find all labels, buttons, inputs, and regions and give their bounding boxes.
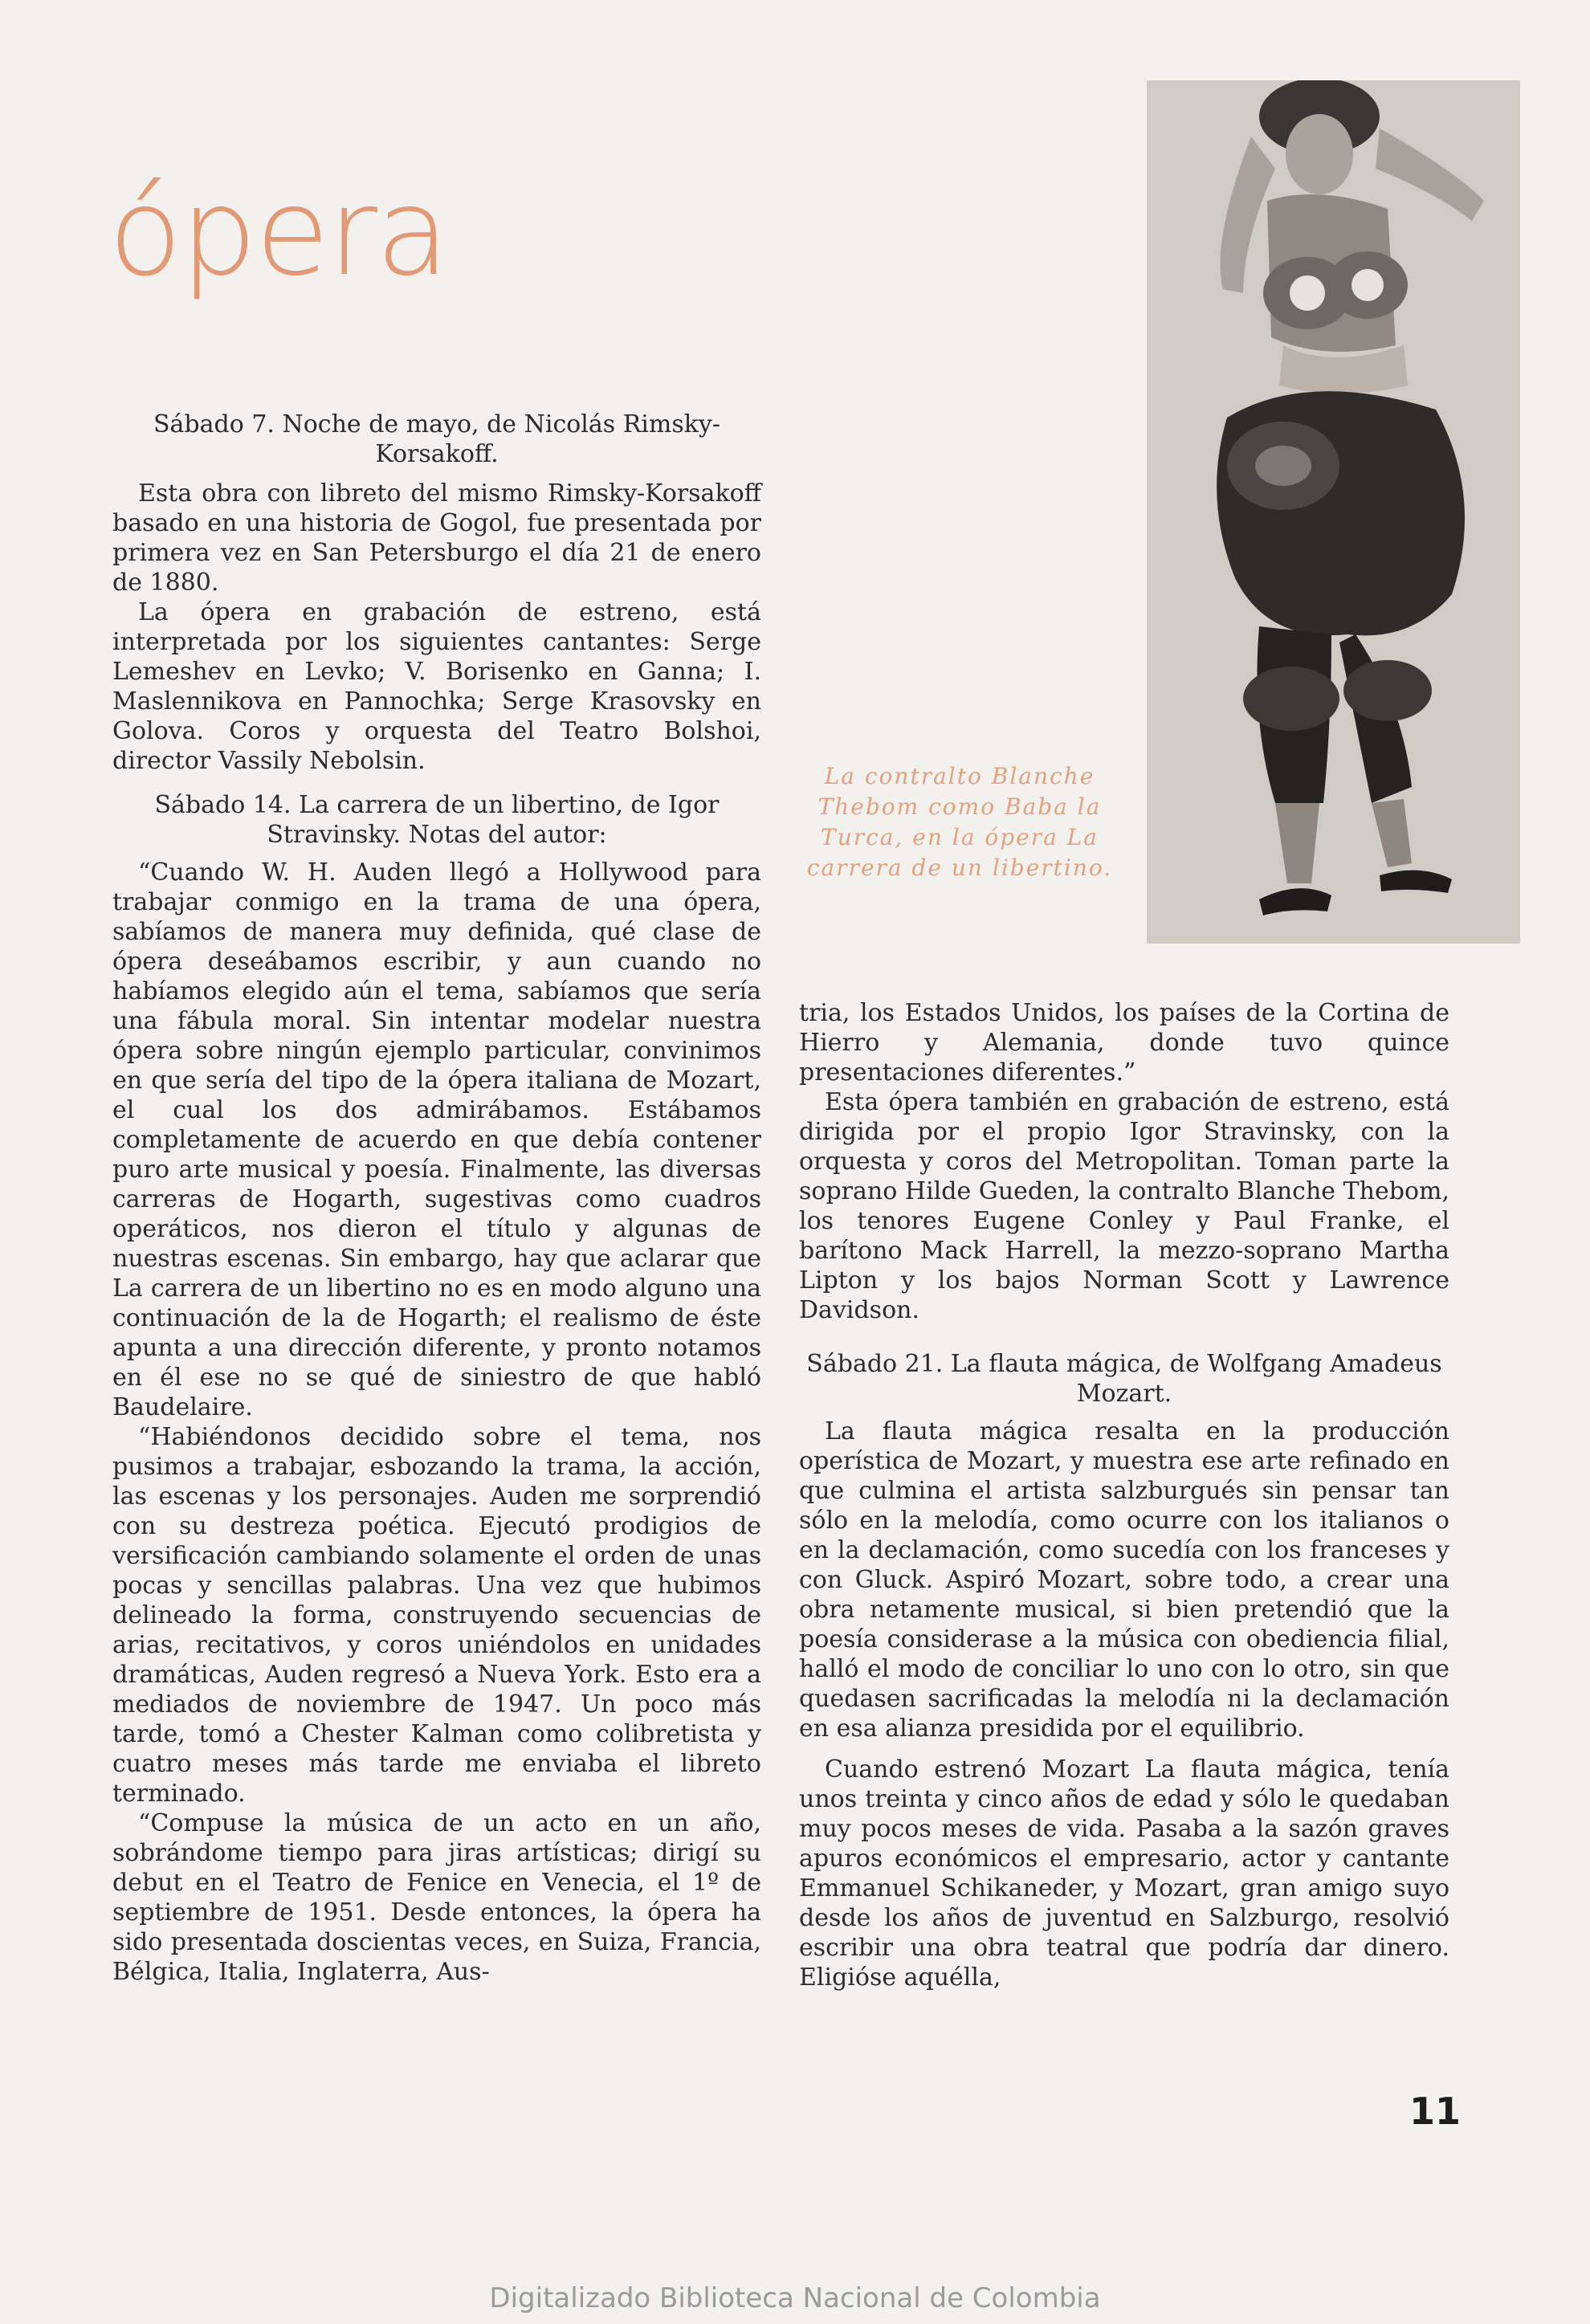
paragraph: La flauta mágica resalta en la producción operística de Mozart, y muestra ese arte refinado en que culmina el artista salzburgués sin pensar tan sólo en la melodía, como ocurre con los italianos o en la declamación, como sucedía con los franceses y con Gluck. Aspiró Mozart, sobre todo, a crear una obra netamente musical, si bien pretendió que la poesía considerase a la música con obediencia filial, halló el modo de conciliar lo uno con lo otro, sin que quedasen sacrificadas la melodía ni la declamación en esa alianza presidida por el equilibrio. <box>799 1417 1449 1743</box>
heading-noche-de-mayo: Sábado 7. Noche de mayo, de Nicolás Rimsky-Korsakoff. <box>153 410 721 468</box>
photo-blanche-thebom <box>1147 80 1520 944</box>
paragraph: tria, los Estados Unidos, los países de la Cortina de Hierro y Alemania, donde tuvo quince presentaciones diferentes.” <box>799 999 1449 1087</box>
digitization-credit: Digitalizado Biblioteca Nacional de Colombia <box>489 2282 1101 2314</box>
heading-la-flauta-magica: Sábado 21. La flauta mágica, de Wolfgang Amadeus Mozart. <box>806 1350 1442 1408</box>
paragraph: Esta ópera también en grabación de estreno, está dirigida por el propio Igor Stravinsky, con la orquesta y coros del Metropolitan. Toman parte la soprano Hilde Gueden, la contralto Blanche Thebom, los tenores Eugene Conley y Paul Franke, el barítono Mack Harrell, la mezzo-soprano Martha Lipton y los bajos Norman Scott y Lawrence Davidson. <box>799 1088 1449 1324</box>
heading-la-carrera-de-un-libertino: Sábado 14. La carrera de un libertino, de Igor Stravinsky. Notas del autor: <box>154 791 720 849</box>
paragraph: Cuando estrenó Mozart La flauta mágica, tenía unos treinta y cinco años de edad y sólo le quedaban muy pocos meses de vida. Pasaba a la sazón graves apuros económicos el empresario, actor y cantante Emmanuel Schikaneder, y Mozart, gran amigo suyo desde los años de juventud en Salzburgo, resolvió escribir una obra teatral que podría dar dinero. Eligióse aquélla, <box>799 1755 1449 1992</box>
paragraph: Esta obra con libreto del mismo Rimsky-Korsakoff basado en una historia de Gogol, fue presentada por primera vez en San Petersburgo el día 21 de enero de 1880. <box>112 479 761 597</box>
paragraph: “Compuse la música de un acto en un año, sobrándome tiempo para jiras artísticas; dirigí su debut en el Teatro de Fenice en Venecia, el 1º de septiembre de 1951. Desde entonces, la ópera ha sido presentada doscientas veces, en Suiza, Francia, Bélgica, Italia, Inglaterra, Aus- <box>112 1809 761 1986</box>
page-number: 11 <box>1409 2090 1462 2133</box>
right-column <box>799 998 1449 1992</box>
page-title: ópera <box>108 163 448 303</box>
paragraph: “Cuando W. H. Auden llegó a Hollywood para trabajar conmigo en la trama de una ópera, sabíamos de manera muy definida, qué clase de ópera deseábamos escribir, y aun cuando no habíamos elegido aún el tema, sabíamos que sería una fábula moral. Sin intentar modelar nuestra ópera sobre ningún ejemplo particular, convinimos en que sería del tipo de la ópera italiana de Mozart, el cual los dos admirábamos. Estábamos completamente de acuerdo en que debía contener puro arte musical y poesía. Finalmente, las diversas carreras de Hogarth, sugestivas como cuadros operáticos, nos dieron el título y algunas de nuestras escenas. Sin embargo, hay que aclarar que La carrera de un libertino no es en modo alguno una continuación de la de Hogarth; el realismo de éste apunta a una dirección diferente, y pronto notamos en él ese no se qué de siniestro de que habló Baudelaire. <box>112 858 761 1421</box>
photo-caption: La contralto Blanche Thebom como Baba la Turca, en la ópera La carrera de un libertino. <box>806 763 1113 881</box>
paragraph: “Habiéndonos decidido sobre el tema, nos pusimos a trabajar, esbozando la trama, la acción, las escenas y los personajes. Auden me sorprendió con su destreza poética. Ejecutó prodigios de versificación cambiando solamente el orden de unas pocas y sencillas palabras. Una vez que hubimos delineado la forma, construyendo secuencias de arias, recitativos, y coros uniéndolos en unidades dramáticas, Auden regresó a Nueva York. Esto era a mediados de noviembre de 1947. Un poco más tarde, tomó a Chester Kalman como colibretista y cuatro meses más tarde me enviaba el libreto terminado. <box>112 1423 761 1808</box>
paragraph: La ópera en grabación de estreno, está interpretada por los siguientes cantantes: Serge Lemeshev en Levko; V. Borisenko en Ganna; I. Maslennikova en Pannochka; Serge Krasovsky en Golova. Coros y orquesta del Teatro Bolshoi, director Vassily Nebolsin. <box>112 598 761 775</box>
left-column <box>112 410 761 1987</box>
singer-figure-illustration <box>1147 80 1520 944</box>
